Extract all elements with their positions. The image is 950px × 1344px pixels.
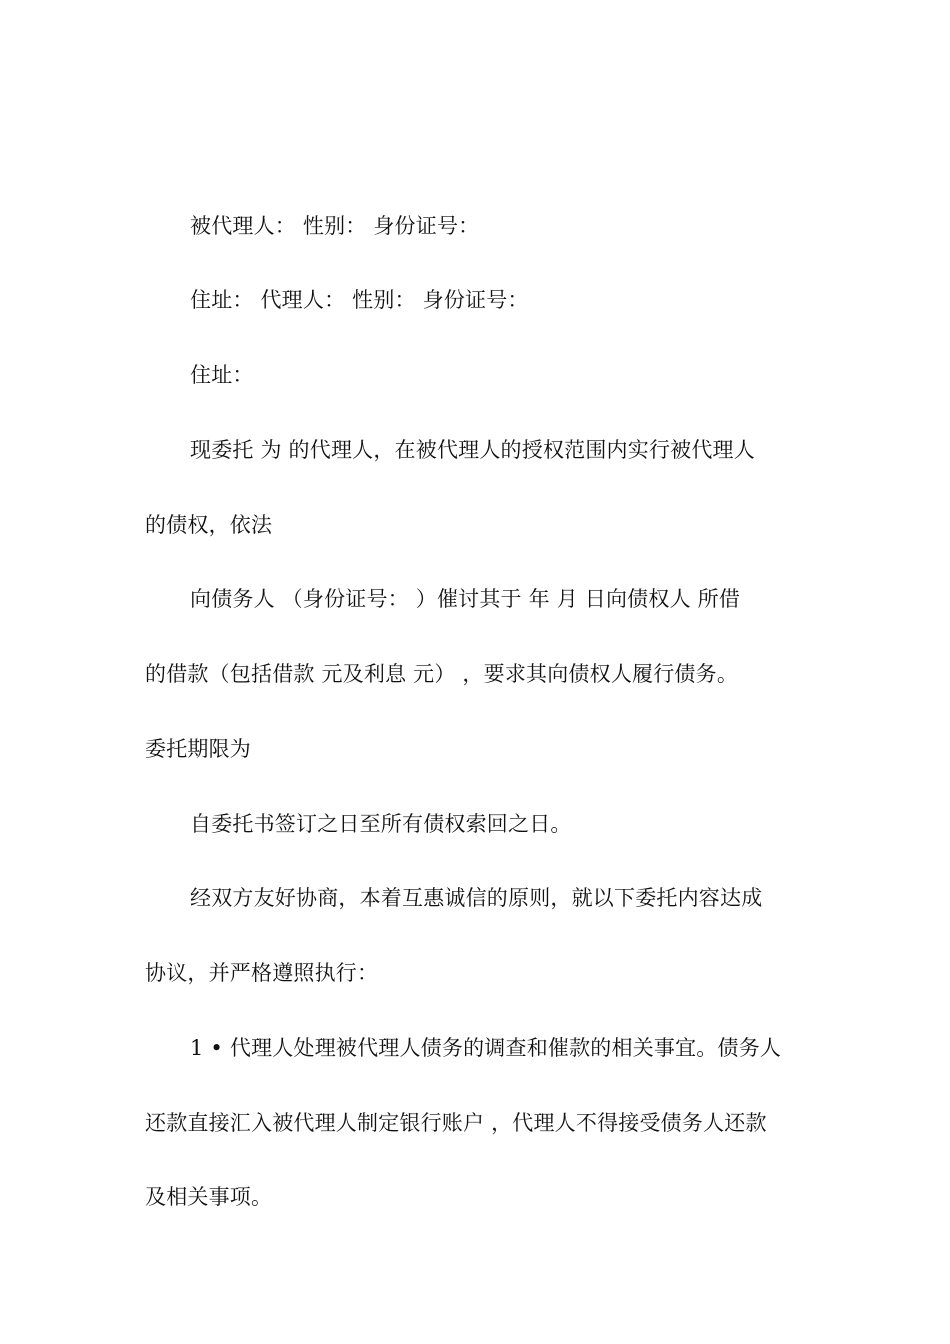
text-line-term-period: 自委托书签订之日至所有债权索回之日。 [190, 812, 572, 836]
text-line-item-1-end: 及相关事项。 [145, 1185, 273, 1209]
text-line-agreement-intro: 经双方友好协商，本着互惠诚信的原则，就以下委托内容达成 [190, 886, 763, 910]
text-line-address-agent-info: 住址： 代理人： 性别： 身份证号： [190, 288, 529, 312]
text-line-principal-info: 被代理人： 性别： 身份证号： [190, 214, 480, 238]
text-line-term-label: 委托期限为 [145, 737, 251, 761]
text-line-item-1: 1 • 代理人处理被代理人债务的调查和催款的相关事宜。债务人 [190, 1036, 782, 1060]
text-line-item-1-cont: 还款直接汇入被代理人制定银行账户 ，代理人不得接受债务人还款 [145, 1111, 767, 1135]
text-line-agent-address: 住址： [190, 363, 254, 387]
text-line-entrust-clause: 现委托 为 的代理人，在被代理人的授权范围内实行被代理人 [190, 438, 755, 462]
text-line-entrust-clause-cont: 的债权，依法 [145, 513, 273, 537]
text-line-debtor-clause: 向债务人 （身份证号： ）催讨其于 年 月 日向债权人 所借 [190, 587, 741, 611]
text-line-loan-clause: 的借款（包括借款 元及利息 元） ，要求其向债权人履行债务。 [145, 662, 739, 686]
text-line-agreement-intro-cont: 协议，并严格遵照执行： [145, 961, 379, 985]
